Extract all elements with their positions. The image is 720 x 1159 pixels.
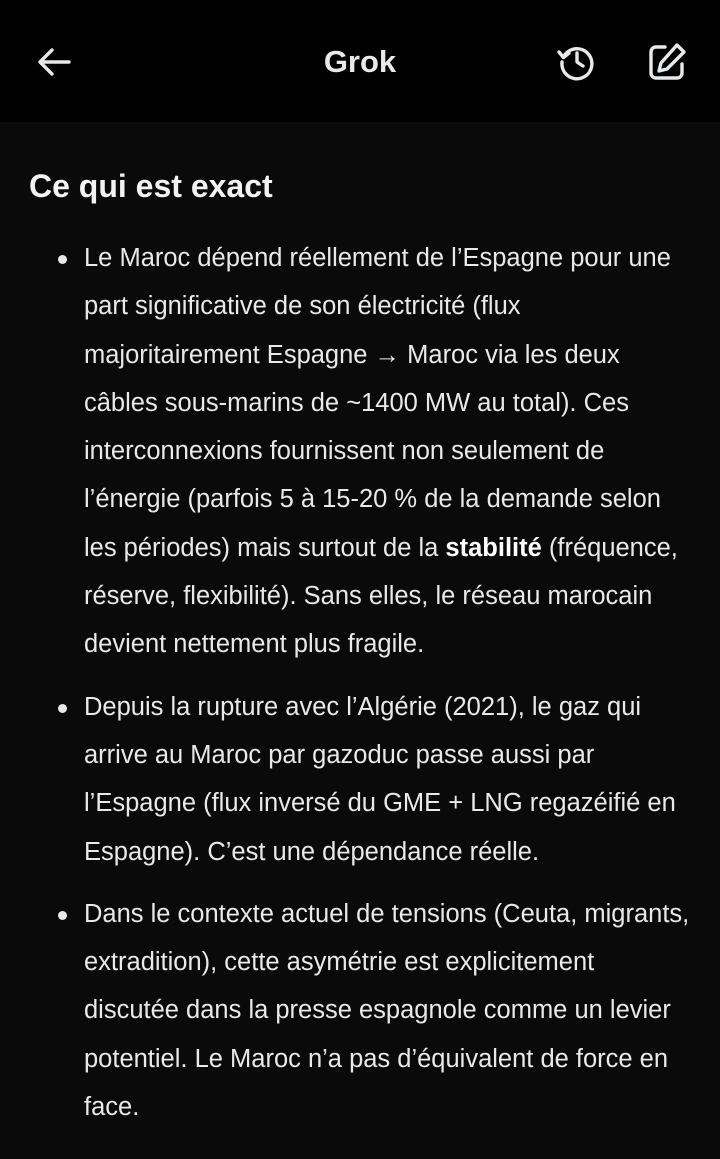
- page-title: Grok: [323, 44, 397, 79]
- compose-icon: [645, 40, 689, 84]
- section-heading: Ce qui est exact: [29, 168, 273, 204]
- bullet-text: Depuis la rupture avec l’Algérie (2021), le gaz qui arrive au Maroc par gazoduc passe aussi par l’Espagne (flux inversé du GME + LNG regazéifié en Espagne). C’est une dépendance réelle.: [84, 692, 676, 866]
- list-item: [84, 234, 694, 669]
- history-button[interactable]: [555, 40, 599, 84]
- bullet-bold-text: stabilité: [445, 533, 542, 562]
- list-item: [84, 890, 694, 1131]
- new-chat-button[interactable]: [645, 40, 689, 84]
- list-item: [84, 683, 694, 876]
- bullet-list: [84, 234, 694, 1145]
- bullet-text: (fréquence, réserve, flexibilité). Sans elles, le réseau marocain devient nettement plus fragile.: [84, 533, 678, 659]
- bullet-text: Le Maroc dépend réellement de l’Espagne pour une part significative de son électricité (flux majoritairement Espagne → Maroc via les deux câbles sous-marins de ~1400 MW au total). Ces interconnexions fournissent non seulement de l’énergie (parfois 5 à 15-20 % de la demande selon les périodes) mais surtout de la: [84, 244, 671, 562]
- grok-response: [0, 122, 720, 1159]
- bullet-text: Dans le contexte actuel de tensions (Ceuta, migrants, extradition), cette asymétrie est explicitement discutée dans la presse espagnole comme un levier potentiel. Le Maroc n’a pas d’équivalent de force en face.: [84, 899, 690, 1122]
- history-icon: [555, 40, 599, 84]
- top-bar: [0, 0, 720, 122]
